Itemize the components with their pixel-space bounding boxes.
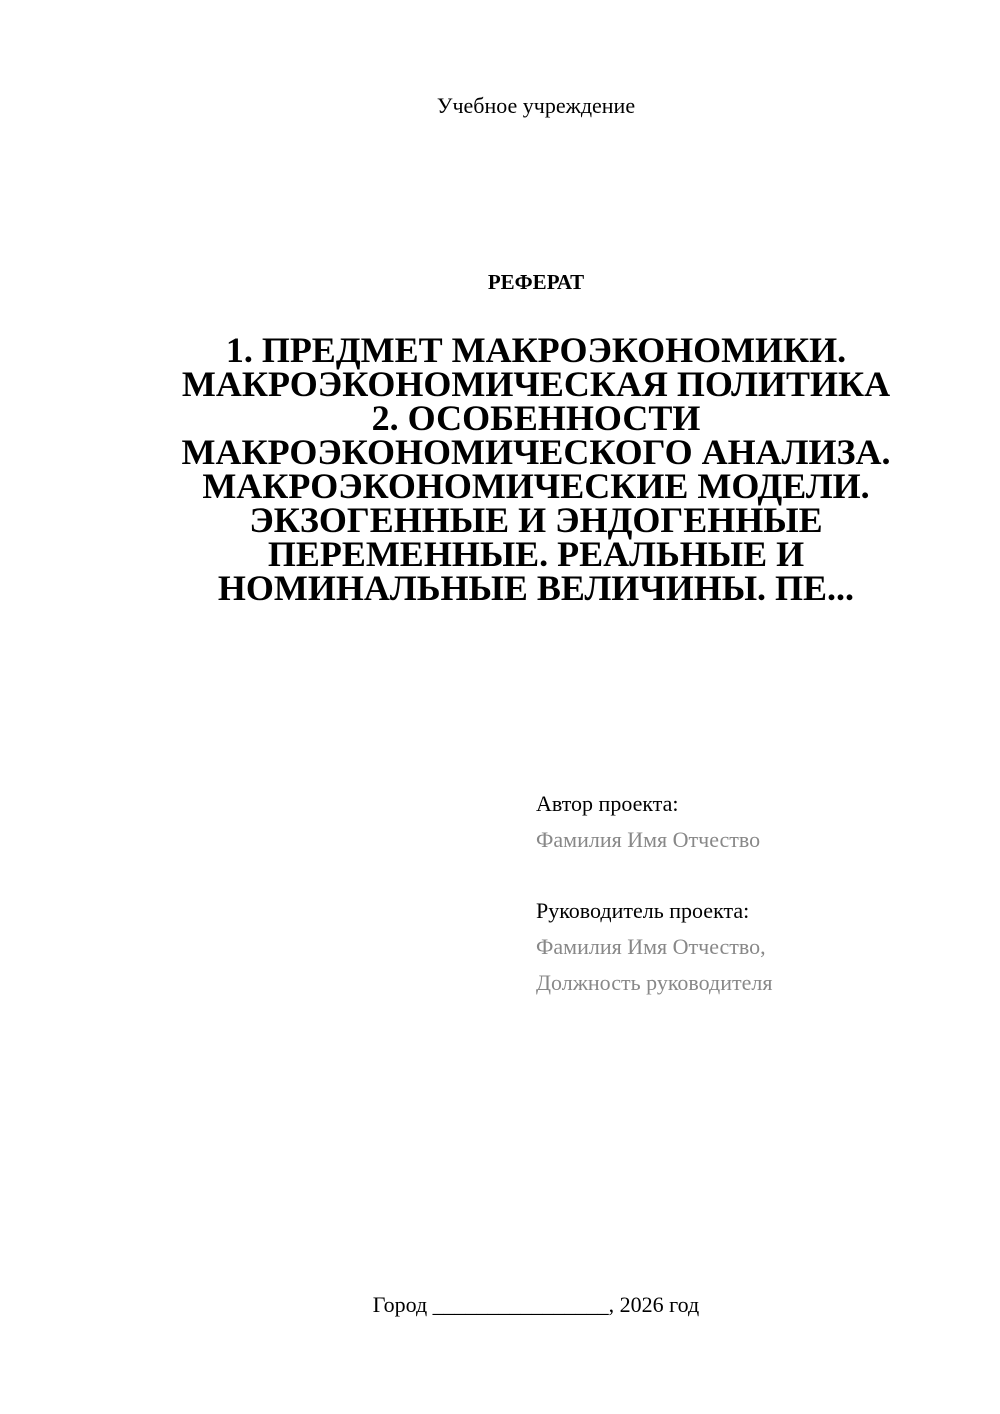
document-title <box>130 330 942 608</box>
city-year-line: Город ________________, 2026 год <box>372 1292 700 1317</box>
author-label: Автор проекта: <box>536 791 679 816</box>
title-line: МАКРОЭКОНОМИЧЕСКАЯ ПОЛИТИКА <box>181 364 891 404</box>
title-line: МАКРОЭКОНОМИЧЕСКИЕ МОДЕЛИ. <box>202 466 870 506</box>
title-line: 2. ОСОБЕННОСТИ <box>371 398 701 438</box>
title-line: ПЕРЕМЕННЫЕ. РЕАЛЬНЫЕ И <box>267 534 805 574</box>
title-line: ЭКЗОГЕННЫЕ И ЭНДОГЕННЫЕ <box>249 500 823 540</box>
supervisor-label: Руководитель проекта: <box>536 898 750 923</box>
title-line: 1. ПРЕДМЕТ МАКРОЭКОНОМИКИ. <box>225 330 847 370</box>
title-line: МАКРОЭКОНОМИЧЕСКОГО АНАЛИЗА. <box>181 432 891 472</box>
supervisor-position: Должность руководителя <box>536 970 773 995</box>
author-name: Фамилия Имя Отчество <box>536 827 761 852</box>
supervisor-block <box>536 893 772 1001</box>
institution-name: Учебное учреждение <box>436 93 636 118</box>
document-type: РЕФЕРАТ <box>487 270 585 294</box>
title-line: НОМИНАЛЬНЫЕ ВЕЛИЧИНЫ. ПЕ... <box>217 568 855 608</box>
supervisor-name: Фамилия Имя Отчество, <box>536 934 766 959</box>
author-block <box>536 786 760 858</box>
